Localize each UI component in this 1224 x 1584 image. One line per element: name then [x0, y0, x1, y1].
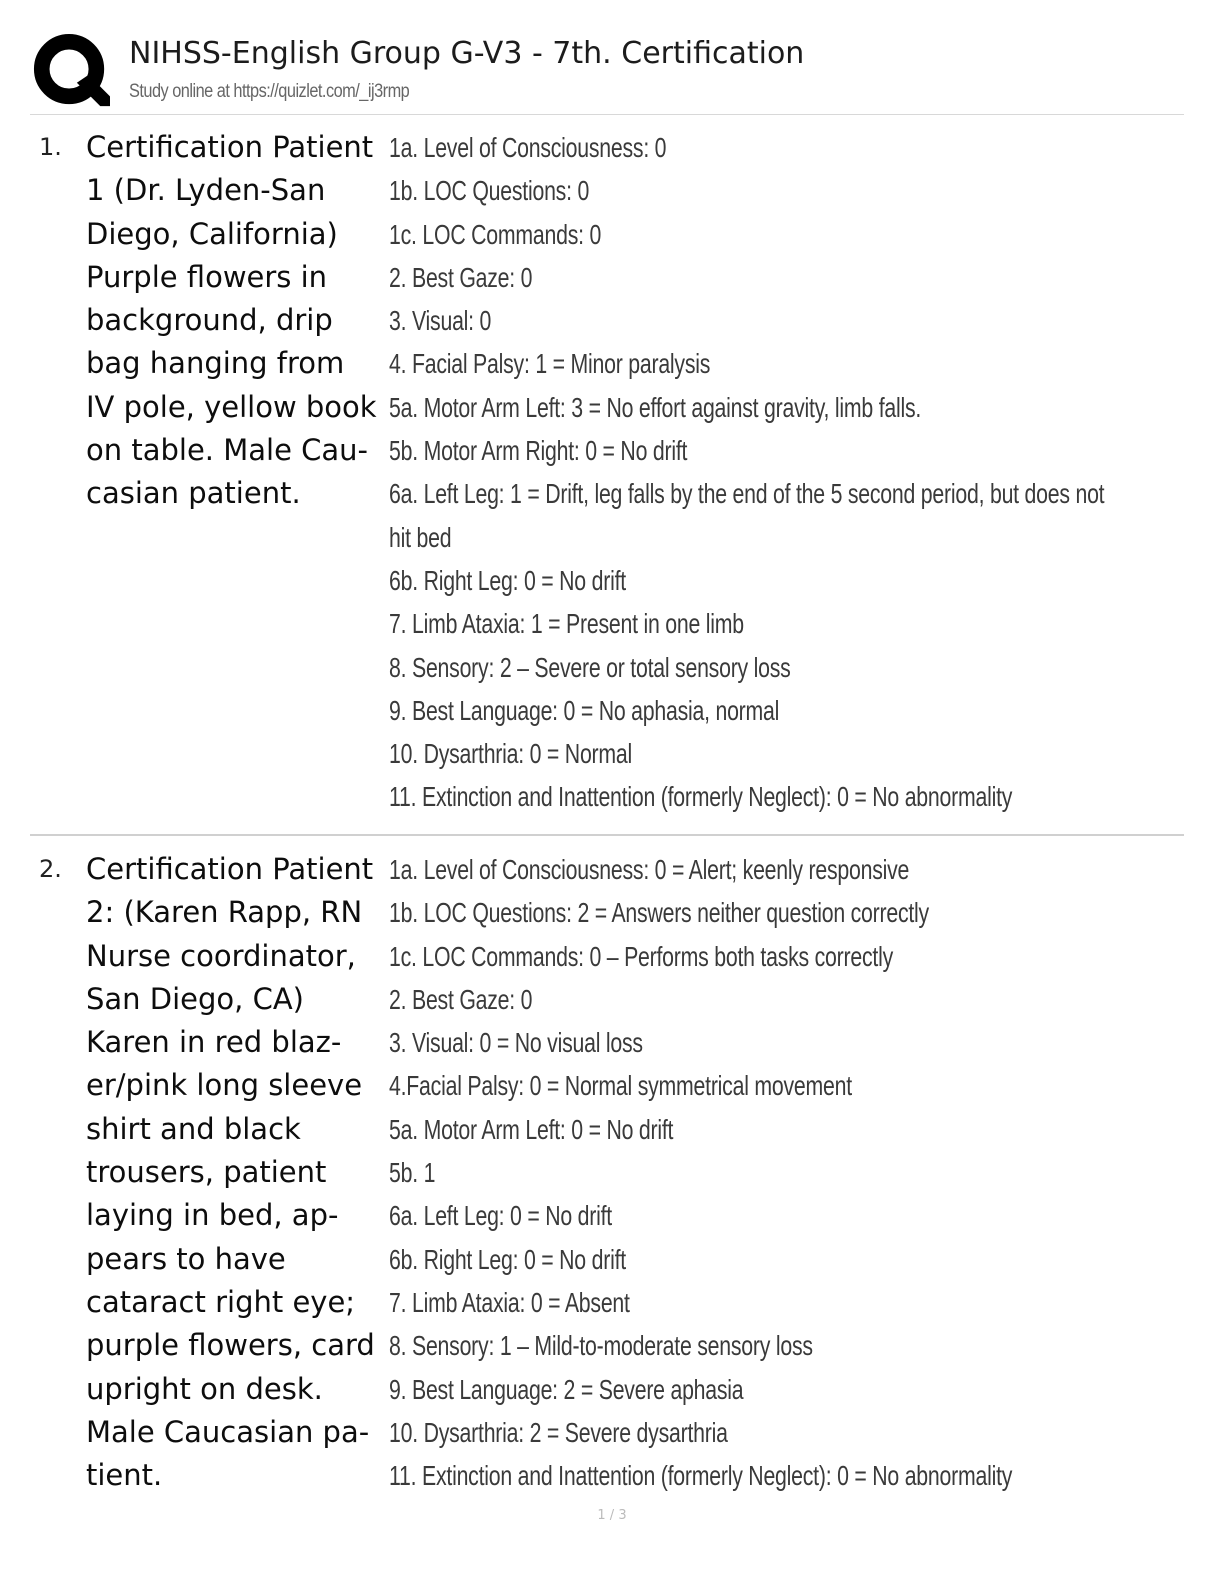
definition-line: 4. Facial Palsy: 1 = Minor paralysis [389, 348, 711, 380]
term-line: upright on desk. [86, 1371, 323, 1406]
term-line: Diego, California) [86, 216, 338, 251]
term-line: Certification Patient [86, 852, 374, 886]
card-definition [389, 126, 1179, 819]
definition-line: 6a. Left Leg: 1 = Drift, leg falls by the end of the 5 second period, but does not [389, 478, 1105, 510]
term-line: laying in bed, ap- [86, 1198, 339, 1233]
term-line: shirt and black [86, 1111, 301, 1146]
definition-line: 7. Limb Ataxia: 1 = Present in one limb [389, 608, 744, 640]
definition-line: 10. Dysarthria: 2 = Severe dysarthria [389, 1416, 728, 1448]
term-line: San Diego, CA) [86, 981, 304, 1016]
term-line: Karen in red blaz- [86, 1025, 342, 1060]
card-term [86, 848, 386, 1497]
definition-line: 11. Extinction and Inattention (formerly Neglect): 0 = No abnormality [389, 781, 1013, 813]
definition-line: 5b. Motor Arm Right: 0 = No drift [389, 435, 688, 467]
definition-line: 1b. LOC Questions: 0 [389, 175, 590, 207]
term-line: 1 (Dr. Lyden-San [86, 173, 326, 208]
definition-line: 11. Extinction and Inattention (formerly Neglect): 0 = No abnormality [389, 1460, 1013, 1492]
definition-line: 1b. LOC Questions: 2 = Answers neither question correctly [389, 897, 929, 929]
definition-line: 2. Best Gaze: 0 [389, 261, 533, 293]
definition-line: 5a. Motor Arm Left: 0 = No drift [389, 1113, 674, 1145]
definition-line: 5b. 1 [389, 1157, 436, 1189]
definition-line: 1c. LOC Commands: 0 – Performs both tasks correctly [389, 940, 893, 972]
definition-line: 4.Facial Palsy: 0 = Normal symmetrical movement [389, 1070, 852, 1102]
card-definition [389, 848, 1179, 1497]
term-line: 2: (Karen Rapp, RN [86, 895, 363, 930]
definition-line: 6b. Right Leg: 0 = No drift [389, 1243, 626, 1275]
card-number: 2. [39, 855, 62, 883]
definition-line: 1c. LOC Commands: 0 [389, 218, 602, 250]
card-divider [30, 834, 1184, 836]
term-line: Nurse coordinator, [86, 938, 356, 973]
term-line: on table. Male Cau- [86, 433, 368, 468]
term-line: Purple flowers in [86, 259, 328, 294]
definition-line: 10. Dysarthria: 0 = Normal [389, 738, 633, 770]
page-number: 1 / 3 [597, 1508, 627, 1523]
definition-line: 1a. Level of Consciousness: 0 [389, 132, 667, 163]
term-line: tient. [86, 1458, 163, 1493]
term-line: Male Caucasian pa- [86, 1414, 370, 1449]
study-online-link[interactable]: Study online at https://quizlet.com/_ij3rmp [129, 81, 410, 102]
term-line: purple flowers, card [86, 1328, 375, 1363]
term-line: bag hanging from [86, 346, 345, 381]
definition-line: 9. Best Language: 0 = No aphasia, normal [389, 694, 780, 726]
definition-line: 1a. Level of Consciousness: 0 = Alert; keenly responsive [389, 854, 910, 885]
definition-line: 2. Best Gaze: 0 [389, 983, 533, 1015]
card-term [86, 126, 386, 516]
term-line: cataract right eye; [86, 1284, 356, 1319]
definition-line: 8. Sensory: 1 – Mild-to-moderate sensory loss [389, 1330, 813, 1362]
document-title: NIHSS-English Group G-V3 - 7th. Certification [129, 36, 805, 71]
definition-line: hit bed [389, 521, 452, 553]
definition-line: 5a. Motor Arm Left: 3 = No effort against gravity, limb falls. [389, 391, 922, 423]
definition-line: 3. Visual: 0 [389, 305, 492, 337]
term-line: casian patient. [86, 476, 301, 511]
definition-line: 9. Best Language: 2 = Severe aphasia [389, 1373, 744, 1405]
term-line: IV pole, yellow book [86, 389, 377, 424]
term-line: trousers, patient [86, 1155, 327, 1190]
definition-line: 8. Sensory: 2 – Severe or total sensory loss [389, 651, 791, 683]
definition-line: 6b. Right Leg: 0 = No drift [389, 564, 626, 596]
term-line: pears to have [86, 1241, 286, 1276]
term-line: Certification Patient [86, 130, 374, 164]
term-line: background, drip [86, 303, 333, 338]
card-number: 1. [39, 133, 62, 161]
definition-line: 3. Visual: 0 = No visual loss [389, 1027, 643, 1059]
term-line: er/pink long sleeve [86, 1068, 363, 1103]
quizlet-logo-icon [32, 32, 110, 110]
definition-line: 6a. Left Leg: 0 = No drift [389, 1200, 612, 1232]
definition-line: 7. Limb Ataxia: 0 = Absent [389, 1286, 630, 1318]
page-header [30, 28, 1184, 115]
